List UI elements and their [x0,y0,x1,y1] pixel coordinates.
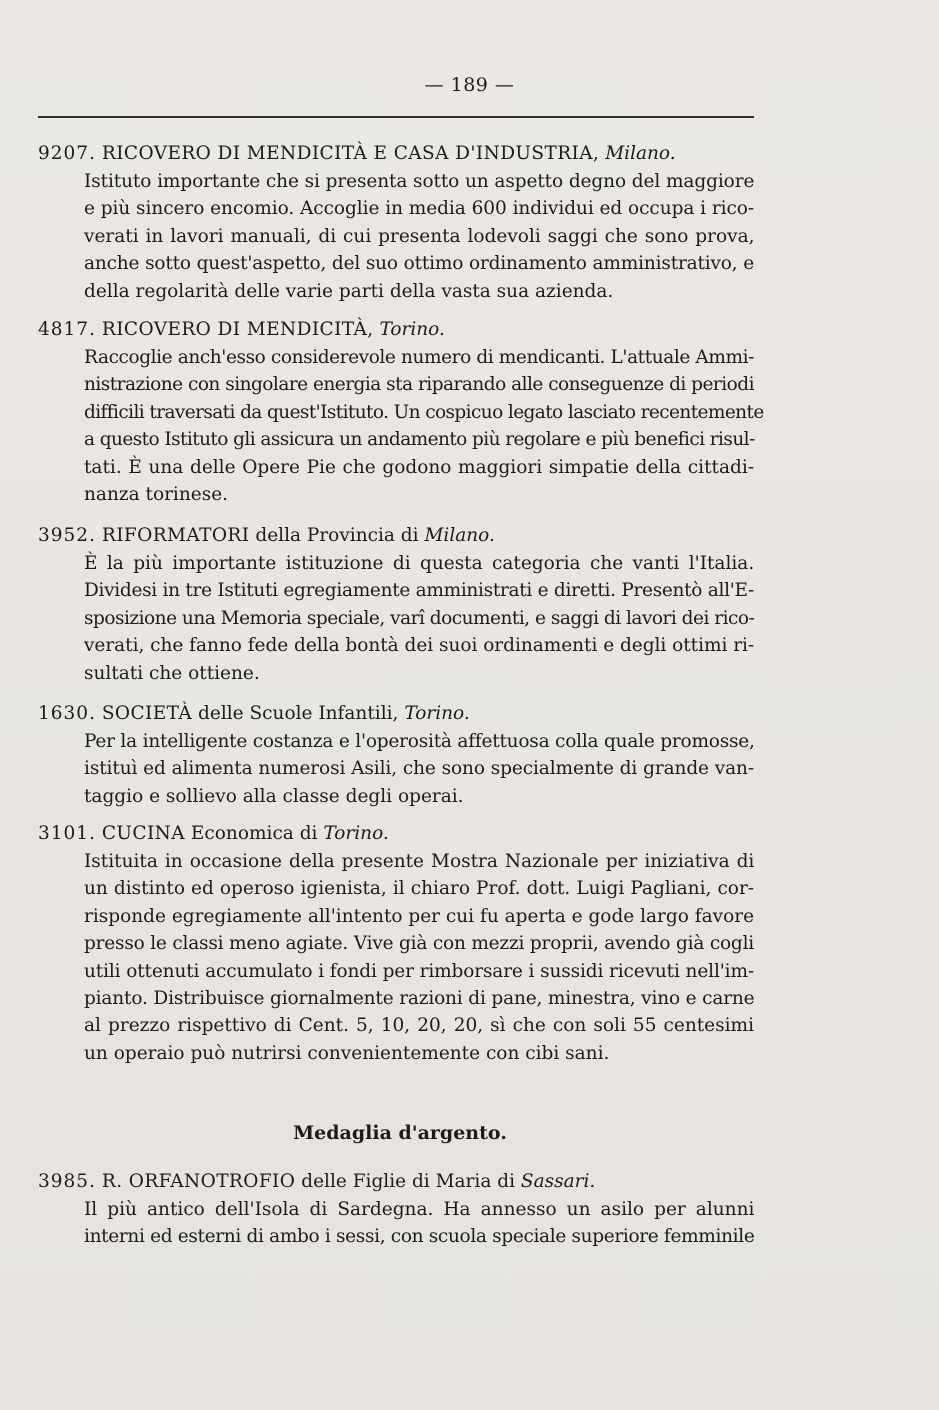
body-line: tati. È una delle Opere Pie che godono maggiori simpatie della cittadi- [84,456,754,478]
header-rule [38,116,754,118]
section-title: Medaglia d'argento. [293,1122,507,1144]
body-line: verati in lavori manuali, di cui presenta lodevoli saggi che sono prova, [84,225,755,247]
body-line: a questo Istituto gli assicura un andamento più regolare e più benefici risul- [84,429,755,451]
body-line: sposizione una Memoria speciale, varî documenti, e saggi di lavori dei rico- [84,607,755,629]
entry-number: 3952. [38,525,96,546]
body-line: difficili traversati da quest'Istituto. Un cospicuo legato lasciato recentemente [84,401,764,423]
entry-title-rest: delle Scuole Infantili, [198,703,399,724]
entry-body [84,550,754,687]
entry-3952 [38,522,754,687]
entry-3101 [38,820,754,1067]
entry-4817 [38,316,764,508]
body-line: pianto. Distribuisce giornalmente razioni di pane, minestra, vino e carne [84,988,755,1010]
page-number: — 189 — [424,74,515,96]
body-line: verati, che fanno fede della bontà dei suoi ordinamenti e degli ottimi ri- [84,635,755,657]
entry-9207 [38,140,754,305]
entry-heading [38,700,754,728]
entry-title-rest: della Provincia di [255,525,419,546]
entry-body [84,344,764,508]
body-line: utili ottenuti accumulato i fondi per rimborsare i sussidi ricevuti nell'im- [84,960,754,982]
entry-number: 3985. [38,1171,96,1192]
entry-heading [38,1168,754,1196]
body-line: un distinto ed operoso igienista, il chiaro Prof. dott. Luigi Pagliani, cor- [84,878,755,900]
body-line: istituì ed alimenta numerosi Asili, che sono specialmente di grande van- [84,758,754,780]
entry-heading [38,316,754,344]
entry-title-rest: Economica di [190,823,318,844]
entry-heading [38,820,754,848]
body-line: nanza torinese. [84,484,229,506]
entry-body [84,168,754,305]
entry-place: Torino. [379,319,445,340]
entry-title: CUCINA [101,823,186,844]
entry-place: Milano. [424,525,495,546]
body-line: Raccoglie anch'esso considerevole numero di mendicanti. L'attuale Ammi- [84,347,754,368]
entry-title: SOCIETÀ [101,703,193,724]
entry-3985 [38,1168,754,1251]
body-line: un operaio può nutrirsi convenientemente con cibi sani. [84,1042,610,1064]
entry-body [84,728,754,810]
body-line: presso le classi meno agiate. Vive già con mezzi proprii, avendo già cogli [84,933,754,955]
entry-title: RICOVERO DI MENDICITÀ, [101,319,374,340]
entry-body [84,1196,754,1251]
entry-title: RICOVERO DI MENDICITÀ E CASA D'INDUSTRIA, [101,143,600,164]
entry-number: 1630. [38,703,96,724]
body-line: della regolarità delle varie parti della vasta sua azienda. [84,280,614,302]
body-line: taggio e sollievo alla classe degli operai. [84,785,464,807]
entry-number: 3101. [38,823,96,844]
entry-place: Torino. [404,703,470,724]
entry-number: 9207. [38,143,96,164]
body-line: sultati che ottiene. [84,662,260,684]
entry-number: 4817. [38,319,96,340]
entry-place: Sassari. [520,1171,596,1192]
body-line: interni ed esterni di ambo i sessi, con scuola speciale superiore femminile [84,1226,755,1248]
entry-heading [38,522,754,550]
body-line: Per la intelligente costanza e l'operosità affettuosa colla quale promosse, [84,731,755,752]
body-line: Dividesi in tre Istituti egregiamente amministrati e diretti. Presentò all'E- [84,580,754,602]
body-line: nistrazione con singolare energia sta riparando alle conseguenze di periodi [84,374,754,396]
entry-place: Milano. [605,143,676,164]
body-line: al prezzo rispettivo di Cent. 5, 10, 20, 20, sì che con soli 55 centesimi [84,1015,754,1037]
entry-title: RIFORMATORI [101,525,250,546]
entry-place: Torino. [323,823,389,844]
body-line: risponde egregiamente all'intento per cui fu aperta e gode largo favore [84,905,755,927]
body-line: Istituita in occasione della presente Mostra Nazionale per iniziativa di [84,851,755,872]
body-line: e più sincero encomio. Accoglie in media 600 individui ed occupa i rico- [84,198,755,220]
body-line: Istituto importante che si presenta sotto un aspetto degno del maggiore [84,171,755,192]
entry-body [84,848,754,1067]
entry-title-rest: delle Figlie di Maria di [301,1171,515,1192]
entry-heading [38,140,754,168]
body-line: anche sotto quest'aspetto, del suo ottimo ordinamento amministrativo, e [84,253,754,275]
body-line: È la più importante istituzione di questa categoria che vanti l'Italia. [84,553,755,574]
entry-title: R. ORFANOTROFIO [101,1171,296,1192]
entry-1630 [38,700,754,810]
body-line: Il più antico dell'Isola di Sardegna. Ha annesso un asilo per alunni [84,1199,755,1220]
